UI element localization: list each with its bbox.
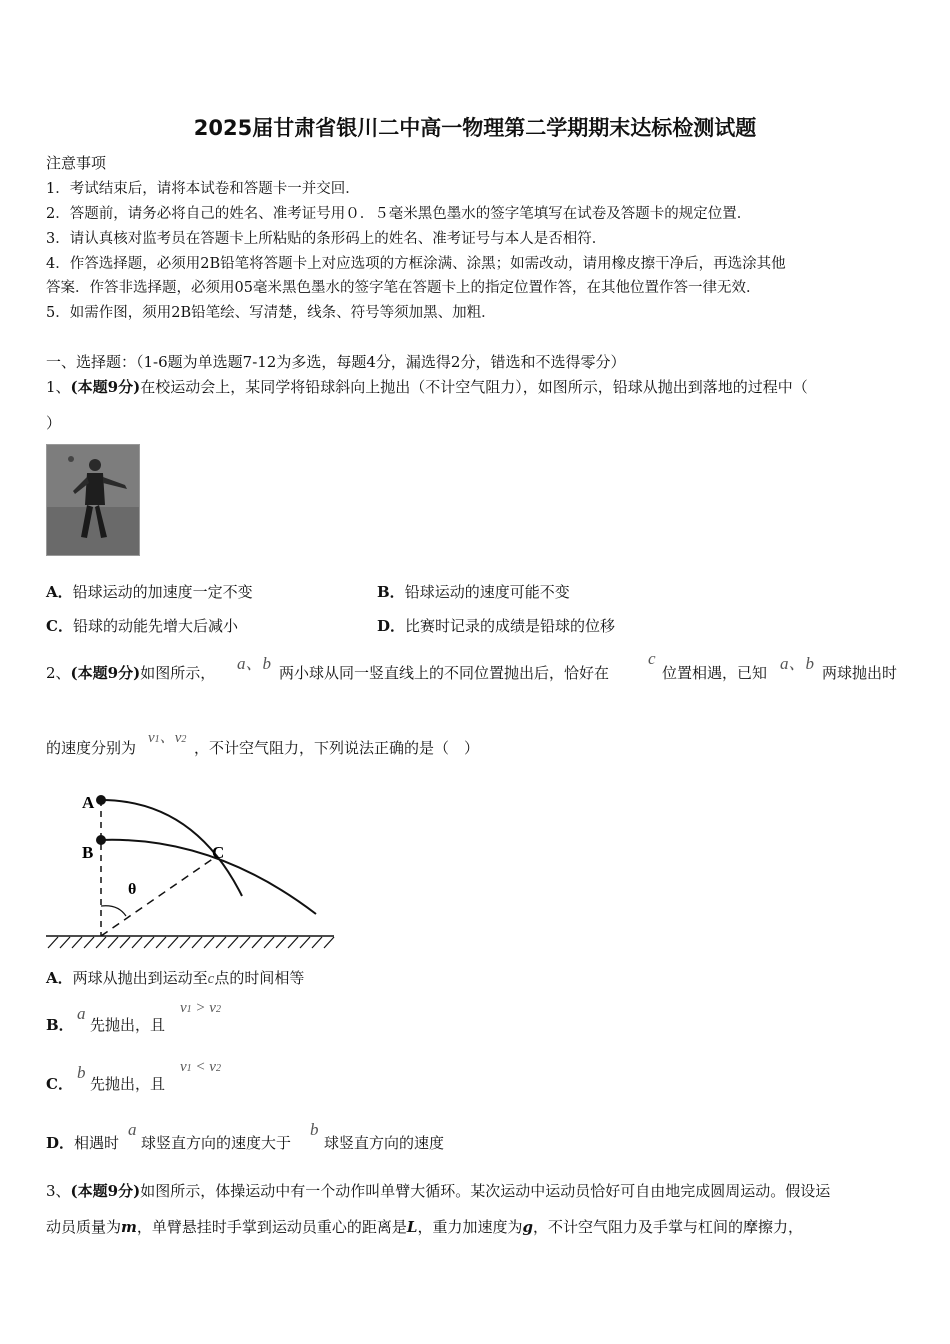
notice-item: 4．作答选择题，必须用2B铅笔将答题卡上对应选项的方框涂满、涂黑；如需改动，请用橡皮擦干净后，再选涂其他	[46, 256, 786, 272]
q2-option-c: C．	[46, 1075, 73, 1093]
point-a	[96, 795, 106, 805]
q2-option-a: A．两球从抛出到运动至c点的时间相等	[46, 969, 305, 987]
trajectory-b	[101, 840, 316, 914]
var-a: a	[128, 1120, 137, 1139]
question-2-line2-end: ，不计空气阻力，下列说法正确的是（ ）	[194, 739, 480, 757]
q2-option-b: B．	[46, 1016, 74, 1034]
question-points: (本题9分)	[70, 378, 141, 396]
q2-option-b-text: 先抛出，且	[90, 1016, 166, 1034]
option-b: B．铅球运动的速度可能不变	[377, 583, 570, 601]
velocity-symbols: v1、v2	[148, 730, 187, 746]
question-2-text: 两小球从同一竖直线上的不同位置抛出后，恰好在	[279, 664, 610, 682]
var-ab: a、b	[780, 654, 814, 673]
question-2-text: 两球抛出时	[822, 664, 898, 682]
q2-option-d: D．相遇时	[46, 1134, 120, 1152]
question-3-stem-cont: 动员质量为m，单臂悬挂时手掌到运动员重心的距离是L，重力加速度为g，不计空气阻力及手掌与杠间的摩擦力，	[46, 1218, 803, 1236]
option-c: C．铅球的动能先增大后减小	[46, 617, 238, 635]
projectile-diagram	[44, 786, 339, 954]
label-c: C	[212, 843, 225, 862]
q2-option-d-text: 球竖直方向的速度大于	[141, 1134, 292, 1152]
question-2-line2: 的速度分别为	[46, 739, 137, 757]
question-number: 1、	[46, 378, 71, 396]
question-3-stem: 3、(本题9分)如图所示，体操运动中有一个动作叫单臂大循环。某次运动中运动员恰好可自由地完成圆周运动。假设运	[46, 1182, 831, 1200]
velocity-relation: v1 > v2	[180, 1000, 221, 1016]
option-d: D．比赛时记录的成绩是铅球的位移	[377, 617, 616, 635]
angle-arc	[101, 906, 126, 916]
option-a: A．铅球运动的加速度一定不变	[46, 583, 253, 601]
question-2-text: 位置相遇，已知	[662, 664, 768, 682]
label-a: A	[82, 793, 95, 812]
notice-item: 5．如需作图，须用2B铅笔绘、写清楚，线条、符号等须加黑、加粗．	[46, 305, 496, 321]
notice-item: 2．答题前，请务必将自己的姓名、准考证号用０．５毫米黑色墨水的签字笔填写在试卷及答题卡的规定位置．	[46, 206, 752, 222]
label-b: B	[82, 843, 94, 862]
var-ab: a、b	[237, 654, 271, 673]
point-b	[96, 835, 106, 845]
page-title: 2025届甘肃省银川二中高一物理第二学期期末达标检测试题	[193, 116, 757, 140]
question-text: 在校运动会上，某同学将铅球斜向上抛出（不计空气阻力），如图所示，铅球从抛出到落地的过程中（	[140, 378, 808, 396]
ground-hatching	[48, 937, 334, 948]
label-theta: θ	[128, 881, 137, 898]
var-b: b	[310, 1120, 319, 1139]
question-2-stem: 2、(本题9分)如图所示，	[46, 664, 216, 682]
dashed-line	[101, 858, 214, 936]
var-a: a	[77, 1004, 86, 1023]
notice-item: 3．请认真核对监考员在答题卡上所粘贴的条形码上的姓名、准考证号与本人是否相符．	[46, 231, 607, 247]
q2-option-d-text: 球竖直方向的速度	[324, 1134, 445, 1152]
notice-item: 1．考试结束后，请将本试卷和答题卡一并交回．	[46, 181, 360, 197]
velocity-relation: v1 < v2	[180, 1059, 221, 1075]
shot-put-photo	[46, 444, 140, 556]
q2-option-c-text: 先抛出，且	[90, 1075, 166, 1093]
question-1-stem-cont: ）	[46, 414, 62, 432]
notice-item: 答案．作答非选择题，必须用05毫米黑色墨水的签字笔在答题卡上的指定位置作答，在其他位置作答一律无效．	[46, 280, 761, 296]
var-c: c	[648, 649, 656, 668]
var-b: b	[77, 1063, 86, 1082]
question-1-stem	[46, 376, 808, 397]
notice-heading: 注意事项	[46, 154, 107, 172]
section-heading: 一、选择题：（1-6题为单选题7-12为多选，每题4分，漏选得2分，错选和不选得零分）	[46, 353, 626, 371]
